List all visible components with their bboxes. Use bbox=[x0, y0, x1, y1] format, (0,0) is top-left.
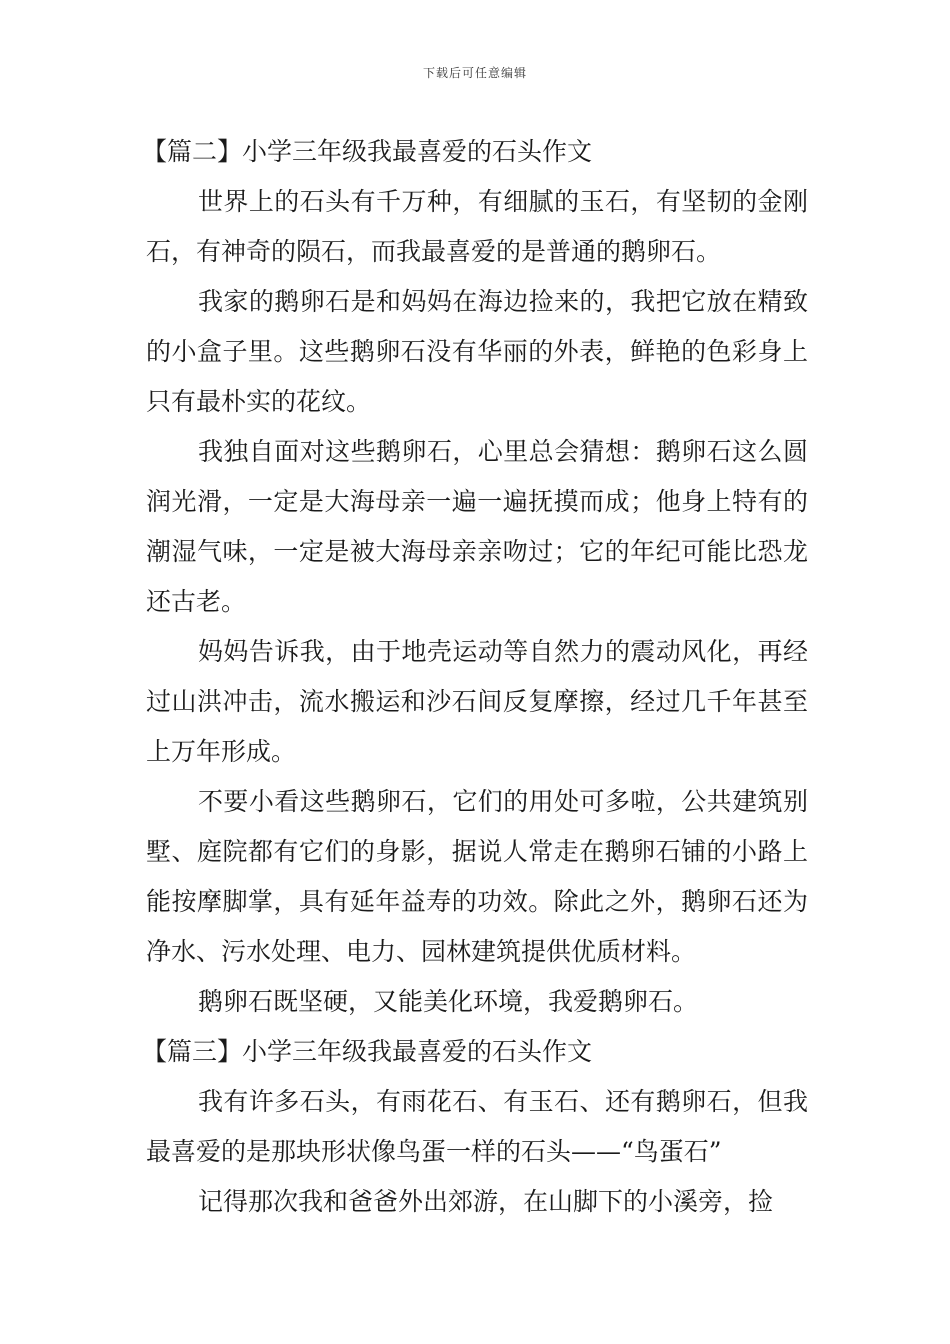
paragraph-7: 我有许多石头，有雨花石、有玉石、还有鹅卵石，但我最喜爱的是那块形状像鸟蛋一样的石头——“鸟蛋石” bbox=[146, 1087, 808, 1166]
article-body bbox=[142, 127, 808, 1227]
paragraph-6: 鹅卵石既坚硬，又能美化环境，我爱鹅卵石。 bbox=[198, 987, 699, 1016]
section-heading-2: 【篇二】小学三年级我最喜爱的石头作文 bbox=[142, 137, 593, 166]
paragraph-5: 不要小看这些鹅卵石，它们的用处可多啦，公共建筑别墅、庭院都有它们的身影，据说人常走在鹅卵石铺的小路上能按摩脚掌，具有延年益寿的功效。除此之外，鹅卵石还为净水、污水处理、电力、园林建筑提供优质材料。 bbox=[146, 787, 808, 966]
section-heading-3: 【篇三】小学三年级我最喜爱的石头作文 bbox=[142, 1037, 593, 1066]
page-header-note: 下载后可任意编辑 bbox=[422, 66, 527, 80]
paragraph-4: 妈妈告诉我，由于地壳运动等自然力的震动风化，再经过山洪冲击，流水搬运和沙石间反复摩擦，经过几千年甚至上万年形成。 bbox=[146, 637, 808, 766]
paragraph-8: 记得那次我和爸爸外出郊游，在山脚下的小溪旁，捡 bbox=[198, 1187, 774, 1216]
paragraph-2: 我家的鹅卵石是和妈妈在海边捡来的，我把它放在精致的小盒子里。这些鹅卵石没有华丽的外表，鲜艳的色彩身上只有最朴实的花纹。 bbox=[146, 287, 808, 416]
paragraph-3: 我独自面对这些鹅卵石，心里总会猜想：鹅卵石这么圆润光滑，一定是大海母亲一遍一遍抚摸而成；他身上特有的潮湿气味，一定是被大海母亲亲吻过；它的年纪可能比恐龙还古老。 bbox=[146, 437, 808, 616]
paragraph-1: 世界上的石头有千万种，有细腻的玉石，有坚韧的金刚石，有神奇的陨石，而我最喜爱的是普通的鹅卵石。 bbox=[146, 187, 808, 266]
